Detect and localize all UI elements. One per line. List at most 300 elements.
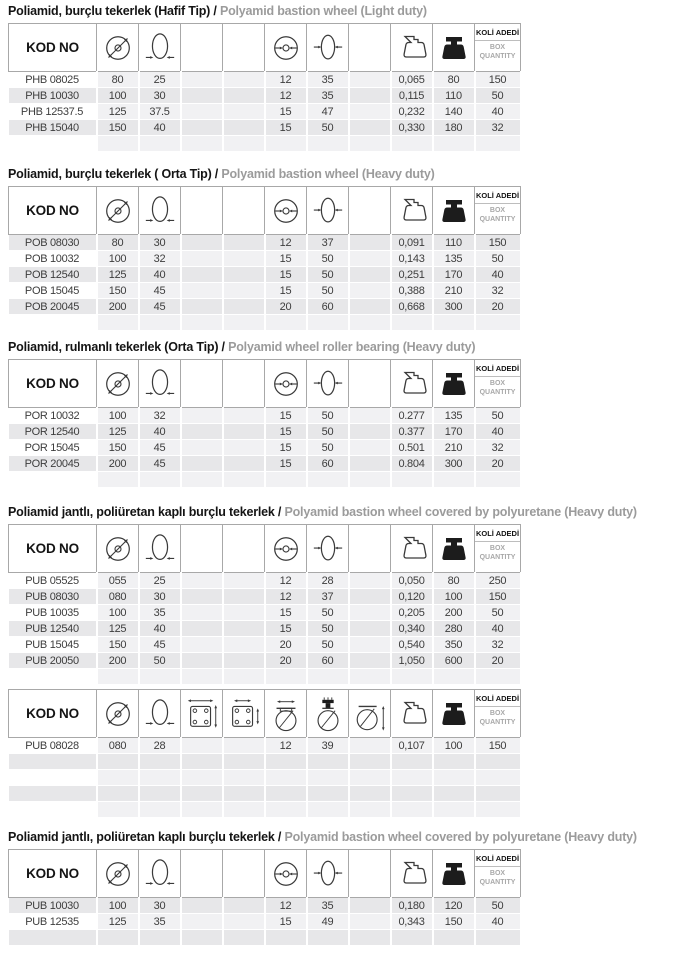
spec-cell: 0.804 [391,456,433,472]
table-row [9,408,521,424]
box-quantity-header [475,850,521,898]
col-header-bore [265,360,307,408]
col-header-width [139,187,181,235]
spec-cell [307,472,349,488]
table-title-english: Polyamid bastion wheel covered by polyuretane (Heavy duty) [284,505,637,519]
spec-cell: 0,050 [391,573,433,589]
col-header-width [139,690,181,738]
spec-cell: 60 [307,456,349,472]
spec-cell: 12 [265,898,307,914]
spec-cell [349,408,391,424]
spec-cell [349,589,391,605]
empty-header [181,360,223,408]
spec-cell [307,930,349,946]
spec-cell [223,120,265,136]
table-title [8,167,680,181]
wheel-width-icon [139,31,180,65]
spec-cell [349,267,391,283]
spec-cell: 15 [265,251,307,267]
spec-cell: 12 [265,589,307,605]
product-code [9,315,97,331]
wheel-diameter-icon [97,533,138,565]
spec-cell: 50 [139,653,181,669]
col-header-width [139,360,181,408]
spec-cell [181,299,223,315]
spec-cell [349,914,391,930]
header-row [9,850,521,898]
weight-outline-icon [391,34,432,62]
spec-cell: 150 [475,72,521,88]
spec-cell: 50 [307,637,349,653]
spec-cell [433,669,475,685]
spec-cell: 080 [97,738,139,754]
spec-cell: 110 [433,235,475,251]
spec-cell [349,283,391,299]
spec-cell [223,738,265,754]
table-row [9,738,521,754]
product-code: PUB 12535 [9,914,97,930]
spec-cell [223,573,265,589]
empty-header [223,850,265,898]
spec-cell: 0.377 [391,424,433,440]
table-title-english: Polyamid bastion wheel covered by polyuretane (Heavy duty) [284,830,637,844]
spec-cell [475,136,521,152]
spec-cell [223,235,265,251]
spec-cell [265,472,307,488]
hub-length-icon [307,367,348,401]
spec-cell: 1,050 [391,653,433,669]
product-code: POR 12540 [9,424,97,440]
spec-cell: 50 [307,408,349,424]
table-row [9,88,521,104]
empty-header [349,24,391,72]
spec-cell [181,589,223,605]
table-title-turkish: Poliamid, burçlu tekerlek (Hafif Tip) / [8,4,220,18]
spec-cell [223,408,265,424]
col-header-weight_s [433,24,475,72]
col-header-hub [307,525,349,573]
spec-cell [433,472,475,488]
spec-cell [223,898,265,914]
hub-length-icon [307,194,348,228]
spec-cell [307,770,349,786]
hole-spacing-icon [223,695,264,733]
table-title [8,340,680,354]
spec-cell: 350 [433,637,475,653]
box-quantity-header [475,690,521,738]
product-table-polyurethane-bushing [8,505,680,685]
empty-header [349,360,391,408]
spec-cell: 37 [307,235,349,251]
table-row [9,573,521,589]
spec-cell: 12 [265,235,307,251]
spec-cell: 100 [97,605,139,621]
weight-outline-icon [391,197,432,225]
spec-cell [265,315,307,331]
spec-cell: 200 [97,299,139,315]
spec-cell [223,283,265,299]
spec-cell [349,669,391,685]
spec-cell: 0,340 [391,621,433,637]
spec-cell [181,472,223,488]
kod-no-header: KOD NO [9,360,97,408]
spec-table [8,849,522,946]
col-header-bore [265,24,307,72]
spec-cell [181,802,223,818]
spec-cell: 100 [97,898,139,914]
spec-cell [223,472,265,488]
spec-cell: 35 [307,72,349,88]
spec-cell [181,605,223,621]
spec-cell: 0,330 [391,120,433,136]
empty-row [9,754,521,770]
table-row [9,267,521,283]
spec-cell: 47 [307,104,349,120]
spec-cell [223,88,265,104]
spec-cell [181,267,223,283]
spec-cell: 39 [307,738,349,754]
spec-cell [391,136,433,152]
spec-cell [391,786,433,802]
spec-cell [97,754,139,770]
spec-cell: 32 [475,440,521,456]
col-header-diameter [97,690,139,738]
bore-diameter-icon [265,368,306,400]
spec-cell [97,669,139,685]
product-code [9,930,97,946]
product-table-castor-plate [8,689,680,818]
spec-cell [349,315,391,331]
col-header-holes [223,690,265,738]
bore-diameter-icon [265,533,306,565]
product-code [9,802,97,818]
table-row [9,914,521,930]
koli-adedi-label: KOLİ ADEDİ [475,850,520,867]
col-header-weight_o [391,525,433,573]
hub-length-icon [307,857,348,891]
spec-cell [223,315,265,331]
spec-cell [139,770,181,786]
spec-cell [223,72,265,88]
spec-cell: 32 [475,120,521,136]
spec-cell [223,930,265,946]
spec-cell: 32 [139,408,181,424]
table-title-turkish: Poliamid, rulmanlı tekerlek (Orta Tip) / [8,340,229,354]
spec-cell: 50 [475,408,521,424]
kod-no-header: KOD NO [9,690,97,738]
spec-cell [349,605,391,621]
header-row [9,690,521,738]
col-header-diameter [97,24,139,72]
product-code [9,472,97,488]
product-code: PHB 10030 [9,88,97,104]
spec-cell: 20 [475,653,521,669]
plate-fitting-icon [265,695,306,733]
product-code [9,770,97,786]
spec-cell [139,754,181,770]
spec-cell: 50 [307,283,349,299]
col-header-weight_s [433,525,475,573]
spec-cell [433,930,475,946]
col-header-diameter [97,525,139,573]
spec-cell: 0,107 [391,738,433,754]
spec-cell: 100 [433,589,475,605]
spec-cell: 0,232 [391,104,433,120]
col-header-height [349,690,391,738]
spec-cell: 150 [97,283,139,299]
table-row [9,440,521,456]
spec-cell: 280 [433,621,475,637]
spec-cell: 0,120 [391,589,433,605]
box-quantity-label: BOX QUANTITY [479,207,516,223]
spec-cell: 40 [475,104,521,120]
spec-cell [349,456,391,472]
spec-cell: 0,668 [391,299,433,315]
spec-cell: 125 [97,621,139,637]
spec-cell: 180 [433,120,475,136]
koli-adedi-label: KOLİ ADEDİ [475,24,520,41]
table-title-turkish: Poliamid jantlı, poliüretan kaplı burçlu tekerlek / [8,830,285,844]
table-row [9,456,521,472]
col-header-hub [307,360,349,408]
spec-cell [391,802,433,818]
product-code: PUB 20050 [9,653,97,669]
table-title-turkish: Poliamid jantlı, poliüretan kaplı burçlu tekerlek / [8,505,285,519]
col-header-diameter [97,360,139,408]
spec-cell [223,136,265,152]
product-code: POB 20045 [9,299,97,315]
load-capacity-icon [433,700,474,728]
spec-cell: 45 [139,299,181,315]
col-header-weight_o [391,690,433,738]
spec-cell [391,472,433,488]
spec-cell: 125 [97,914,139,930]
spec-cell: 50 [307,251,349,267]
spec-cell [139,930,181,946]
spec-cell: 49 [307,914,349,930]
spec-cell: 140 [433,104,475,120]
spec-cell [139,136,181,152]
table-row [9,898,521,914]
spec-cell [223,104,265,120]
bore-diameter-icon [265,195,306,227]
table-row [9,589,521,605]
spec-cell: 28 [307,573,349,589]
product-code: PHB 08025 [9,72,97,88]
spec-cell [181,669,223,685]
product-code: PHB 15040 [9,120,97,136]
product-table-roller-bearing [8,340,680,488]
col-header-width [139,525,181,573]
header-row [9,360,521,408]
spec-cell [349,136,391,152]
product-code [9,669,97,685]
col-header-weight_o [391,24,433,72]
spec-cell: 150 [97,637,139,653]
spec-cell [181,104,223,120]
col-header-weight_o [391,850,433,898]
table-row [9,283,521,299]
spec-cell [223,251,265,267]
spec-cell [265,786,307,802]
koli-adedi-label: KOLİ ADEDİ [475,360,520,377]
product-code: PUB 12540 [9,621,97,637]
empty-row [9,669,521,685]
spec-cell [475,930,521,946]
spec-cell [475,472,521,488]
load-capacity-icon [433,34,474,62]
catalog-tables [8,4,680,946]
spec-cell: 125 [97,104,139,120]
spec-cell: 200 [433,605,475,621]
load-capacity-icon [433,197,474,225]
spec-cell: 0.501 [391,440,433,456]
col-header-bolt [307,690,349,738]
spec-cell [181,315,223,331]
spec-cell: 80 [433,573,475,589]
spec-cell [223,637,265,653]
spec-cell: 15 [265,605,307,621]
spec-cell: 45 [139,456,181,472]
box-quantity-header [475,24,521,72]
wheel-diameter-icon [97,698,138,730]
spec-cell: 12 [265,72,307,88]
product-code: POR 20045 [9,456,97,472]
spec-cell [349,898,391,914]
empty-row [9,930,521,946]
spec-cell [181,898,223,914]
spec-cell: 20 [475,456,521,472]
spec-cell: 120 [433,898,475,914]
spec-cell [433,802,475,818]
table-row [9,299,521,315]
spec-cell [433,786,475,802]
spec-cell [433,754,475,770]
spec-table [8,689,522,818]
spec-cell [181,653,223,669]
spec-cell [223,456,265,472]
spec-cell [223,653,265,669]
spec-cell: 125 [97,424,139,440]
empty-row [9,770,521,786]
spec-cell: 15 [265,424,307,440]
product-table-heavy-duty-bushing [8,167,680,331]
kod-no-header: KOD NO [9,24,97,72]
spec-cell: 20 [265,299,307,315]
spec-cell [391,930,433,946]
spec-cell: 60 [307,653,349,669]
spec-cell [223,267,265,283]
spec-cell [349,88,391,104]
spec-cell: 50 [475,251,521,267]
spec-cell [223,786,265,802]
product-code: POB 10032 [9,251,97,267]
spec-cell [349,754,391,770]
spec-cell: 37 [307,589,349,605]
col-header-hub [307,24,349,72]
box-quantity-header [475,360,521,408]
empty-header [181,850,223,898]
spec-cell: 40 [139,621,181,637]
spec-cell: 20 [265,637,307,653]
spec-cell: 25 [139,72,181,88]
spec-cell: 15 [265,120,307,136]
spec-cell: 125 [97,267,139,283]
spec-cell [349,738,391,754]
spec-cell [307,802,349,818]
koli-adedi-label: KOLİ ADEDİ [475,187,520,204]
spec-cell [223,589,265,605]
col-header-weight_o [391,187,433,235]
spec-cell [391,754,433,770]
empty-header [223,525,265,573]
wheel-width-icon [139,367,180,401]
spec-cell: 0,115 [391,88,433,104]
empty-header [181,525,223,573]
product-table-polyurethane-bushing-2 [8,830,680,946]
spec-cell [349,573,391,589]
box-quantity-header [475,525,521,573]
product-code: PUB 05525 [9,573,97,589]
empty-row [9,136,521,152]
spec-cell [307,315,349,331]
empty-header [181,187,223,235]
product-code: PUB 10035 [9,605,97,621]
spec-cell: 210 [433,440,475,456]
kod-no-header: KOD NO [9,525,97,573]
spec-cell: 20 [475,299,521,315]
spec-cell [139,669,181,685]
empty-row [9,802,521,818]
spec-cell [181,930,223,946]
spec-cell [307,136,349,152]
col-header-plate_top [265,690,307,738]
spec-cell [97,802,139,818]
spec-cell: 60 [307,299,349,315]
spec-cell: 100 [97,251,139,267]
spec-cell: 15 [265,267,307,283]
spec-cell [475,802,521,818]
spec-cell: 15 [265,621,307,637]
product-code: POB 12540 [9,267,97,283]
col-header-hub [307,187,349,235]
spec-cell [349,930,391,946]
spec-table [8,359,522,488]
table-row [9,104,521,120]
spec-cell: 15 [265,440,307,456]
table-title [8,505,680,519]
spec-cell [265,754,307,770]
col-header-width [139,24,181,72]
product-code: POR 10032 [9,408,97,424]
spec-cell: 50 [475,88,521,104]
col-header-weight_s [433,690,475,738]
spec-cell: 32 [475,637,521,653]
box-quantity-label: BOX QUANTITY [479,44,516,60]
spec-cell: 0,143 [391,251,433,267]
col-header-width [139,850,181,898]
col-header-bore [265,850,307,898]
spec-cell: 12 [265,573,307,589]
spec-cell: 80 [97,235,139,251]
spec-cell [265,930,307,946]
spec-cell [349,251,391,267]
empty-header [223,187,265,235]
spec-cell: 40 [139,424,181,440]
kod-no-header: KOD NO [9,187,97,235]
product-table-light-duty-bushing [8,4,680,152]
spec-cell [265,669,307,685]
